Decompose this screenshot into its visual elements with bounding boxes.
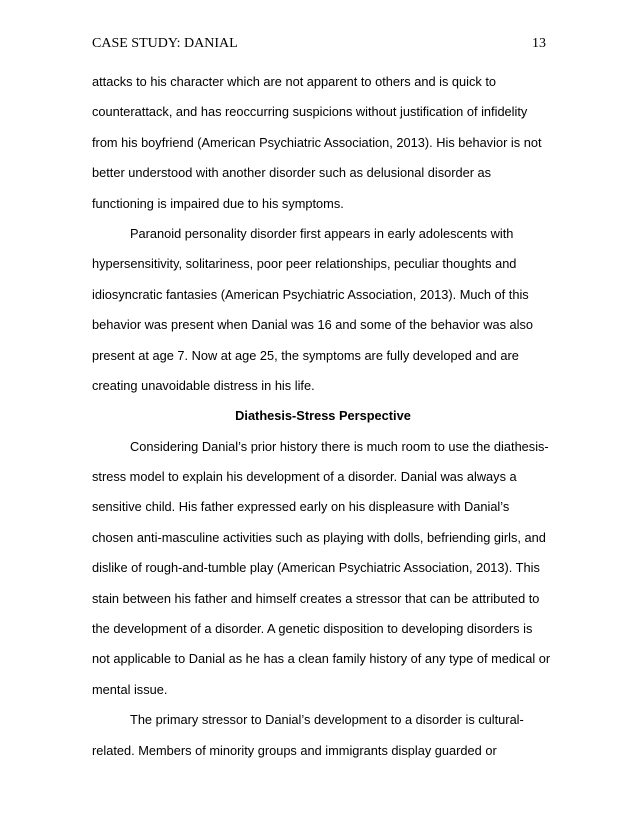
text-line: from his boyfriend (American Psychiatric Association, 2013). His behavior is not xyxy=(92,134,542,150)
text-line: mental issue. xyxy=(92,681,168,697)
text-line: hypersensitivity, solitariness, poor peer relationships, peculiar thoughts and xyxy=(92,256,517,272)
text-line: The primary stressor to Danial’s development to a disorder is cultural- xyxy=(130,712,524,728)
text-line: chosen anti-masculine activities such as playing with dolls, befriending girls, and xyxy=(92,529,546,545)
text-line: Paranoid personality disorder first appears in early adolescents with xyxy=(130,225,514,241)
page-number: 13 xyxy=(532,36,546,51)
text-line: dislike of rough-and-tumble play (American Psychiatric Association, 2013). This xyxy=(92,560,540,576)
text-line: sensitive child. His father expressed early on his displeasure with Danial’s xyxy=(92,499,510,515)
section-heading: Diathesis-Stress Perspective xyxy=(235,408,411,424)
text-line: functioning is impaired due to his symptoms. xyxy=(92,195,344,211)
running-head xyxy=(92,36,546,54)
text-line: counterattack, and has reoccurring suspicions without justification of infidelity xyxy=(92,104,528,120)
text-line: Considering Danial’s prior history there is much room to use the diathesis- xyxy=(130,438,549,454)
text-line: idiosyncratic fantasies (American Psychiatric Association, 2013). Much of this xyxy=(92,286,529,302)
text-line: stress model to explain his development of a disorder. Danial was always a xyxy=(92,469,517,485)
text-line: better understood with another disorder such as delusional disorder as xyxy=(92,165,492,181)
text-line: creating unavoidable distress in his life. xyxy=(92,377,315,393)
text-line: the development of a disorder. A genetic disposition to developing disorders is xyxy=(92,621,533,637)
running-head-title: CASE STUDY: DANIAL xyxy=(92,36,238,51)
text-line: related. Members of minority groups and immigrants display guarded or xyxy=(92,742,497,758)
text-line: present at age 7. Now at age 25, the symptoms are fully developed and are xyxy=(92,347,519,363)
text-line: stain between his father and himself creates a stressor that can be attributed to xyxy=(92,590,540,606)
text-line: attacks to his character which are not apparent to others and is quick to xyxy=(92,74,497,89)
text-line: behavior was present when Danial was 16 and some of the behavior was also xyxy=(92,317,534,333)
text-line: not applicable to Danial as he has a clean family history of any type of medical or xyxy=(92,651,551,667)
body-text xyxy=(92,67,554,766)
